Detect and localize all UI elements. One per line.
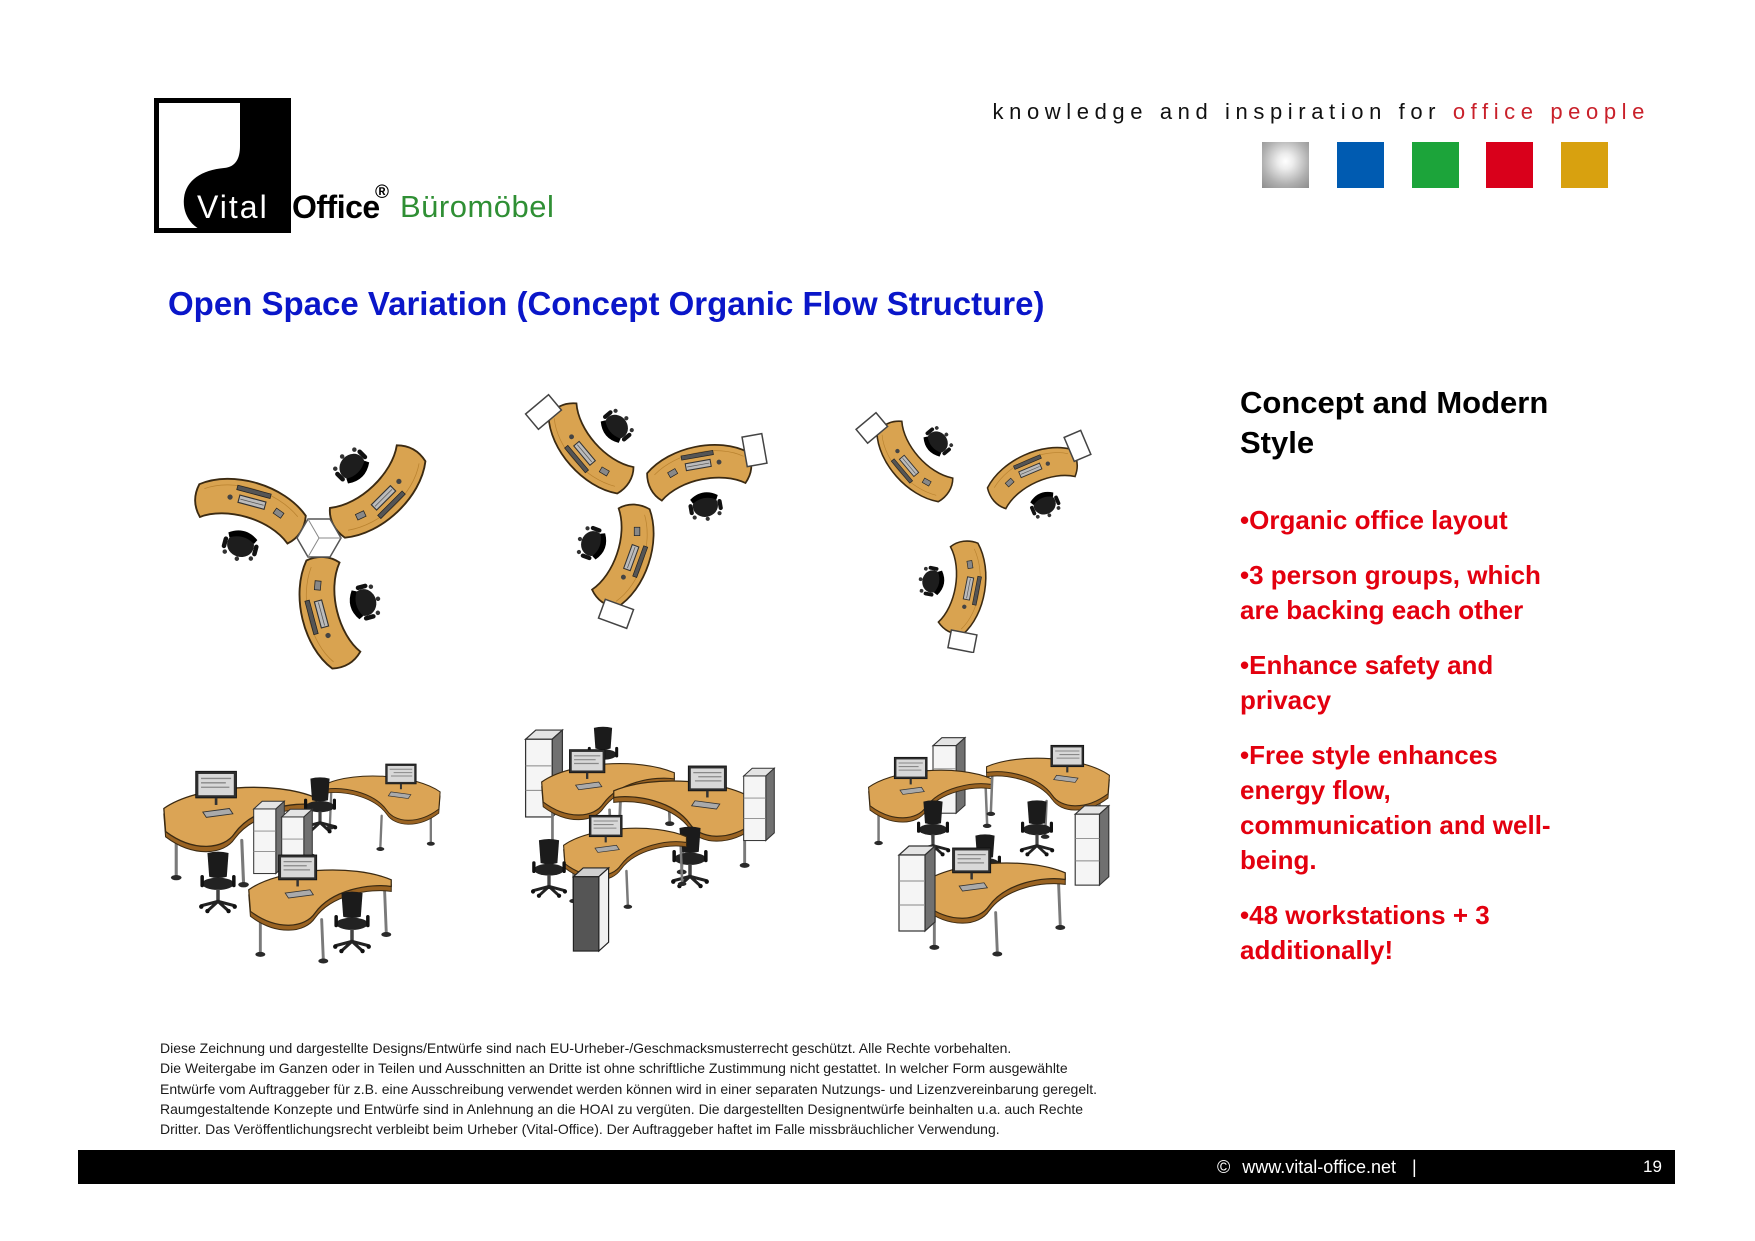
bullet-line: •3 person groups, which: [1240, 560, 1541, 590]
disclaimer-line: Raumgestaltende Konzepte und Entwürfe sind in Anlehnung an die HOAI zu vergüten. Die dargestellten Designentwürfe beinhalten u.a. auch Rechte: [160, 1100, 1084, 1117]
panel-heading-line: Concept and Modern: [1240, 385, 1549, 420]
bullet-line: additionally!: [1240, 935, 1394, 965]
bullet-line: energy flow,: [1240, 775, 1391, 805]
cabinet: [1075, 806, 1109, 885]
desk-workstation: [923, 848, 1066, 957]
desk-workstation: [555, 489, 668, 628]
perspective-illustration-3: [865, 733, 1123, 961]
plan-view-illustration-2: [518, 378, 776, 640]
disclaimer-line: Diese Zeichnung und dargestellte Designs/Entwürfe sind nach EU-Urheber-/Geschmacksmusterrecht geschützt. Alle Rechte vorbehalten.: [160, 1040, 1012, 1056]
swatch-blue: [1337, 142, 1384, 188]
cabinet: [744, 768, 775, 840]
desk-workstation: [288, 544, 395, 674]
swatch-green: [1412, 142, 1459, 188]
bullet-item: [1240, 558, 1670, 628]
tagline-part1: knowledge and inspiration for: [992, 99, 1442, 124]
disclaimer-line: Die Weitergabe im Ganzen oder in Teilen und Ausschnitten an Dritte ist ohne schriftliche Zustimmung nicht gestattet. In welcher Form ausgewählte: [160, 1060, 1068, 1077]
panel-heading: [1240, 383, 1548, 463]
desk-workstation: [526, 378, 662, 506]
logo-word-office: Office: [292, 189, 380, 225]
copyright-disclaimer: [160, 1038, 1097, 1139]
tagline: [993, 98, 1650, 126]
cabinet: [573, 868, 608, 951]
panel-heading-line: Style: [1240, 425, 1315, 460]
bullet-line: •48 workstations + 3: [1240, 900, 1490, 930]
perspective-illustration-1: [160, 758, 445, 966]
desk-workstation: [643, 434, 775, 530]
copyright-symbol: ©: [1217, 1157, 1231, 1177]
page-number: 19: [1643, 1157, 1662, 1176]
bullet-item: [1240, 898, 1670, 968]
bullet-line: •Free style enhances: [1240, 740, 1498, 770]
swatch-gold: [1561, 142, 1608, 188]
bullet-item: [1240, 648, 1670, 718]
bullet-line: communication and well-: [1240, 810, 1551, 840]
plan-view-illustration-1: [179, 410, 444, 680]
chair: [531, 839, 567, 898]
chair: [1020, 800, 1054, 856]
swatch-red: [1486, 142, 1533, 188]
bullet-item: [1240, 738, 1670, 878]
bullet-line: •Organic office layout: [1240, 505, 1508, 535]
perspective-illustration-2: [518, 725, 780, 955]
disclaimer-line: Entwürfe vom Auftraggeber für z.B. eine Ausschreibung verwendet werden können wird in einer separaten Nutzungs- und Lizenzvereinbarung geregelt.: [160, 1080, 1098, 1097]
logo-word-vital: Vital: [197, 189, 269, 225]
bullet-line: •Enhance safety and: [1240, 650, 1494, 680]
bullet-line: privacy: [1240, 685, 1332, 715]
desk-workstation: [907, 533, 994, 653]
footer-separator: |: [1412, 1157, 1417, 1177]
tagline-part2: office people: [1452, 99, 1650, 124]
desk-workstation: [182, 469, 312, 576]
disclaimer-line: Dritter. Das Veröffentlichungsrecht verbleibt beim Urheber (Vital-Office). Der Auftraggeber haftet im Falle missbräuchlicher Verwendung.: [160, 1121, 1000, 1138]
desk-workstation: [856, 395, 978, 513]
website-link[interactable]: www.vital-office.net: [1242, 1157, 1396, 1177]
logo-registered-mark: ®: [375, 182, 389, 203]
page-title: Open Space Variation (Concept Organic Flow Structure): [168, 285, 1045, 322]
bullet-line: being.: [1240, 845, 1317, 875]
logo-word-buromobel: Büromöbel: [400, 189, 555, 224]
bullet-line: are backing each other: [1240, 595, 1524, 625]
desk-workstation: [981, 430, 1106, 535]
chair: [199, 852, 237, 914]
desk-workstation: [326, 764, 440, 851]
cabinet: [899, 846, 935, 931]
bullet-list: [1240, 503, 1670, 988]
swatch-silver: [1262, 142, 1309, 188]
chair: [333, 892, 371, 954]
footer-website: [1217, 1150, 1417, 1184]
footer-bar: [78, 1150, 1675, 1184]
bullet-item: [1240, 503, 1670, 538]
plan-view-illustration-3: [848, 395, 1106, 653]
